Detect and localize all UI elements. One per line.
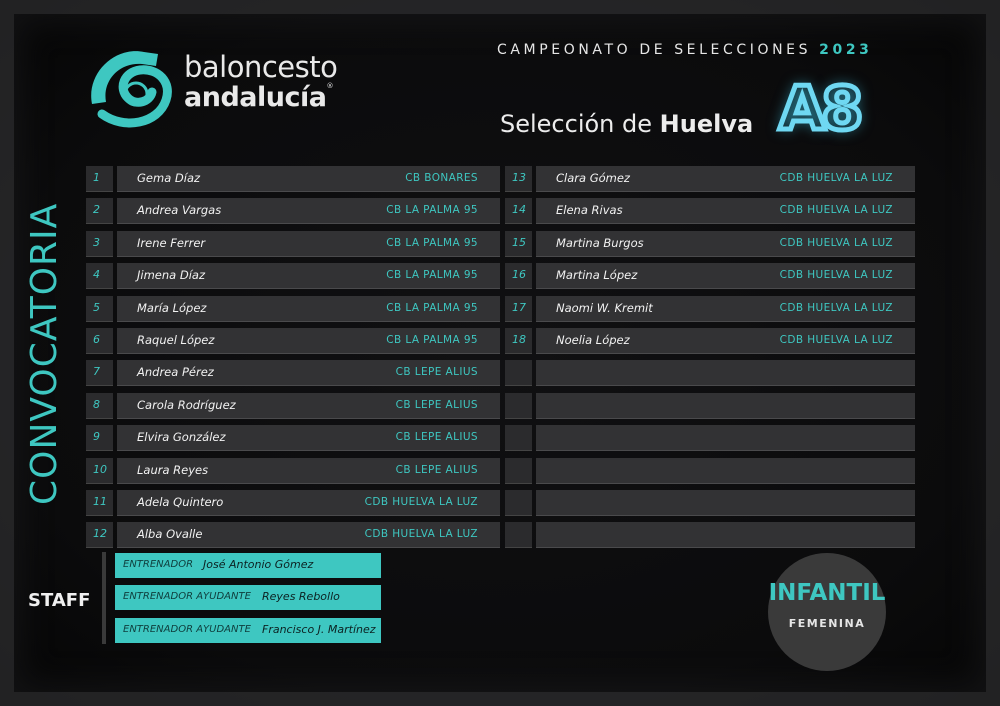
player-row bbox=[505, 263, 917, 288]
player-name: Andrea Vargas bbox=[137, 203, 222, 218]
player-name: Laura Reyes bbox=[137, 462, 209, 477]
player-number: 15 bbox=[512, 235, 526, 249]
player-info-cell bbox=[117, 360, 500, 386]
player-info-cell bbox=[117, 231, 500, 257]
player-number: 3 bbox=[93, 235, 100, 249]
player-name: Raquel López bbox=[137, 333, 215, 347]
player-info-cell bbox=[117, 458, 500, 484]
player-number-cell bbox=[505, 458, 532, 484]
player-club: CDB HUELVA LA LUZ bbox=[779, 204, 893, 217]
event-logo: A8 bbox=[779, 74, 860, 144]
player-row bbox=[86, 166, 500, 191]
player-club: CB LEPE ALIUS bbox=[395, 398, 478, 411]
staff-name: Reyes Rebollo bbox=[262, 590, 340, 604]
player-row bbox=[86, 231, 500, 256]
player-number-cell bbox=[86, 263, 113, 289]
player-club: CDB HUELVA LA LUZ bbox=[364, 496, 478, 508]
staff-row bbox=[115, 618, 381, 643]
player-number-cell bbox=[86, 393, 113, 419]
player-info-cell bbox=[536, 166, 915, 192]
player-number-cell bbox=[505, 328, 532, 354]
player-number: 7 bbox=[93, 365, 100, 379]
player-number-cell bbox=[86, 522, 113, 548]
player-number: 14 bbox=[512, 203, 526, 217]
basketball-logo-icon bbox=[84, 44, 184, 134]
brand-line1: baloncesto bbox=[184, 50, 338, 84]
player-club: CB LA PALMA 95 bbox=[386, 269, 478, 282]
player-row bbox=[86, 296, 500, 321]
player-name: Clara Gómez bbox=[556, 171, 630, 185]
player-number: 9 bbox=[93, 430, 100, 444]
player-row bbox=[505, 328, 917, 353]
staff-role: ENTRENADOR AYUDANTE bbox=[123, 591, 251, 603]
player-row bbox=[86, 263, 500, 288]
player-name: Irene Ferrer bbox=[137, 235, 206, 250]
player-club: CDB HUELVA LA LUZ bbox=[779, 269, 893, 282]
player-info-cell bbox=[536, 231, 915, 257]
player-club: CB BONARES bbox=[405, 172, 478, 184]
player-row bbox=[505, 490, 917, 515]
player-number: 6 bbox=[93, 333, 100, 346]
player-number-cell bbox=[505, 490, 532, 516]
player-info-cell bbox=[117, 166, 500, 192]
player-number: 13 bbox=[512, 171, 526, 184]
player-club: CB LEPE ALIUS bbox=[395, 463, 478, 476]
category-title: INFANTIL bbox=[768, 580, 886, 606]
player-info-cell bbox=[117, 490, 500, 516]
player-number-cell bbox=[505, 296, 532, 322]
player-number: 16 bbox=[512, 268, 526, 282]
player-info-cell bbox=[536, 458, 915, 484]
player-number-cell bbox=[505, 393, 532, 419]
brand-line2: andalucía® bbox=[184, 82, 333, 113]
player-number-cell bbox=[505, 263, 532, 289]
player-club: CB LEPE ALIUS bbox=[395, 431, 478, 444]
player-row bbox=[86, 393, 500, 418]
player-info-cell bbox=[117, 198, 500, 224]
player-number-cell bbox=[86, 490, 113, 516]
player-number-cell bbox=[505, 231, 532, 257]
player-info-cell bbox=[117, 522, 500, 548]
player-row bbox=[86, 328, 500, 353]
player-number: 8 bbox=[93, 397, 100, 411]
player-number-cell bbox=[86, 231, 113, 257]
player-number: 12 bbox=[93, 527, 107, 541]
player-name: Jimena Díaz bbox=[137, 268, 205, 283]
player-name: Carola Rodríguez bbox=[137, 397, 236, 412]
player-number-cell bbox=[86, 328, 113, 354]
player-info-cell bbox=[117, 425, 500, 451]
player-row bbox=[86, 522, 500, 547]
category-subtitle: FEMENINA bbox=[788, 617, 866, 630]
player-info-cell bbox=[536, 522, 915, 548]
player-club: CB LA PALMA 95 bbox=[386, 301, 478, 314]
player-row bbox=[86, 198, 500, 223]
staff-label: STAFF bbox=[28, 590, 91, 611]
player-club: CB LA PALMA 95 bbox=[386, 236, 478, 249]
player-row bbox=[86, 360, 500, 385]
player-number-cell bbox=[505, 198, 532, 224]
category-badge bbox=[768, 553, 886, 671]
staff-name: José Antonio Gómez bbox=[203, 558, 314, 571]
player-club: CB LA PALMA 95 bbox=[386, 204, 478, 217]
player-name: María López bbox=[137, 300, 207, 315]
player-club: CDB HUELVA LA LUZ bbox=[779, 334, 893, 346]
staff-role: ENTRENADOR bbox=[123, 559, 194, 570]
player-number-cell bbox=[505, 360, 532, 386]
staff-divider bbox=[102, 552, 106, 644]
player-info-cell bbox=[536, 296, 915, 322]
player-club: CB LEPE ALIUS bbox=[395, 366, 478, 379]
player-info-cell bbox=[117, 393, 500, 419]
player-number: 17 bbox=[512, 300, 526, 314]
player-number-cell bbox=[86, 425, 113, 451]
player-number-cell bbox=[86, 166, 113, 192]
player-number-cell bbox=[505, 522, 532, 548]
staff-name: Francisco J. Martínez bbox=[262, 622, 376, 636]
player-name: Elvira González bbox=[137, 430, 226, 445]
player-name: Alba Ovalle bbox=[137, 527, 203, 542]
player-number-cell bbox=[86, 198, 113, 224]
player-info-cell bbox=[117, 328, 500, 354]
player-info-cell bbox=[117, 263, 500, 289]
player-info-cell bbox=[536, 263, 915, 289]
player-info-cell bbox=[536, 425, 915, 451]
team-title: Selección de Huelva bbox=[500, 110, 754, 138]
player-row bbox=[505, 296, 917, 321]
player-number: 4 bbox=[93, 268, 100, 282]
championship-title: CAMPEONATO DE SELECCIONES 2023 bbox=[497, 42, 873, 58]
player-number-cell bbox=[505, 166, 532, 192]
player-number-cell bbox=[505, 425, 532, 451]
player-club: CDB HUELVA LA LUZ bbox=[779, 301, 893, 314]
player-row bbox=[505, 393, 917, 418]
player-info-cell bbox=[536, 393, 915, 419]
player-info-cell bbox=[117, 296, 500, 322]
player-number: 18 bbox=[512, 333, 526, 346]
player-club: CDB HUELVA LA LUZ bbox=[779, 172, 893, 184]
player-number: 10 bbox=[93, 462, 107, 476]
player-info-cell bbox=[536, 198, 915, 224]
player-row bbox=[505, 458, 917, 483]
convocatoria-title: CONVOCATORIA bbox=[24, 202, 65, 505]
player-row bbox=[505, 360, 917, 385]
player-row bbox=[505, 198, 917, 223]
player-info-cell bbox=[536, 360, 915, 386]
player-row bbox=[86, 490, 500, 515]
player-club: CDB HUELVA LA LUZ bbox=[364, 528, 478, 541]
player-name: Naomi W. Kremit bbox=[556, 300, 653, 315]
player-name: Martina López bbox=[556, 268, 638, 283]
player-row bbox=[505, 522, 917, 547]
player-name: Gema Díaz bbox=[137, 171, 201, 185]
player-name: Adela Quintero bbox=[137, 495, 224, 509]
player-row bbox=[86, 458, 500, 483]
player-number: 5 bbox=[93, 300, 100, 314]
player-number: 2 bbox=[93, 203, 100, 217]
player-row bbox=[505, 231, 917, 256]
player-club: CB LA PALMA 95 bbox=[386, 334, 478, 346]
player-name: Noelia López bbox=[556, 333, 630, 347]
player-number-cell bbox=[86, 360, 113, 386]
player-club: CDB HUELVA LA LUZ bbox=[779, 236, 893, 249]
player-number: 11 bbox=[93, 495, 107, 508]
player-name: Elena Rivas bbox=[556, 203, 623, 218]
player-name: Martina Burgos bbox=[556, 235, 644, 250]
staff-role: ENTRENADOR AYUDANTE bbox=[123, 623, 251, 635]
player-info-cell bbox=[536, 328, 915, 354]
staff-row bbox=[115, 585, 381, 610]
player-row bbox=[505, 425, 917, 450]
player-number: 1 bbox=[93, 171, 100, 184]
player-number-cell bbox=[86, 296, 113, 322]
federation-logo bbox=[84, 44, 344, 134]
staff-row bbox=[115, 553, 381, 578]
player-number-cell bbox=[86, 458, 113, 484]
player-info-cell bbox=[536, 490, 915, 516]
player-row bbox=[86, 425, 500, 450]
player-name: Andrea Pérez bbox=[137, 365, 214, 380]
player-row bbox=[505, 166, 917, 191]
